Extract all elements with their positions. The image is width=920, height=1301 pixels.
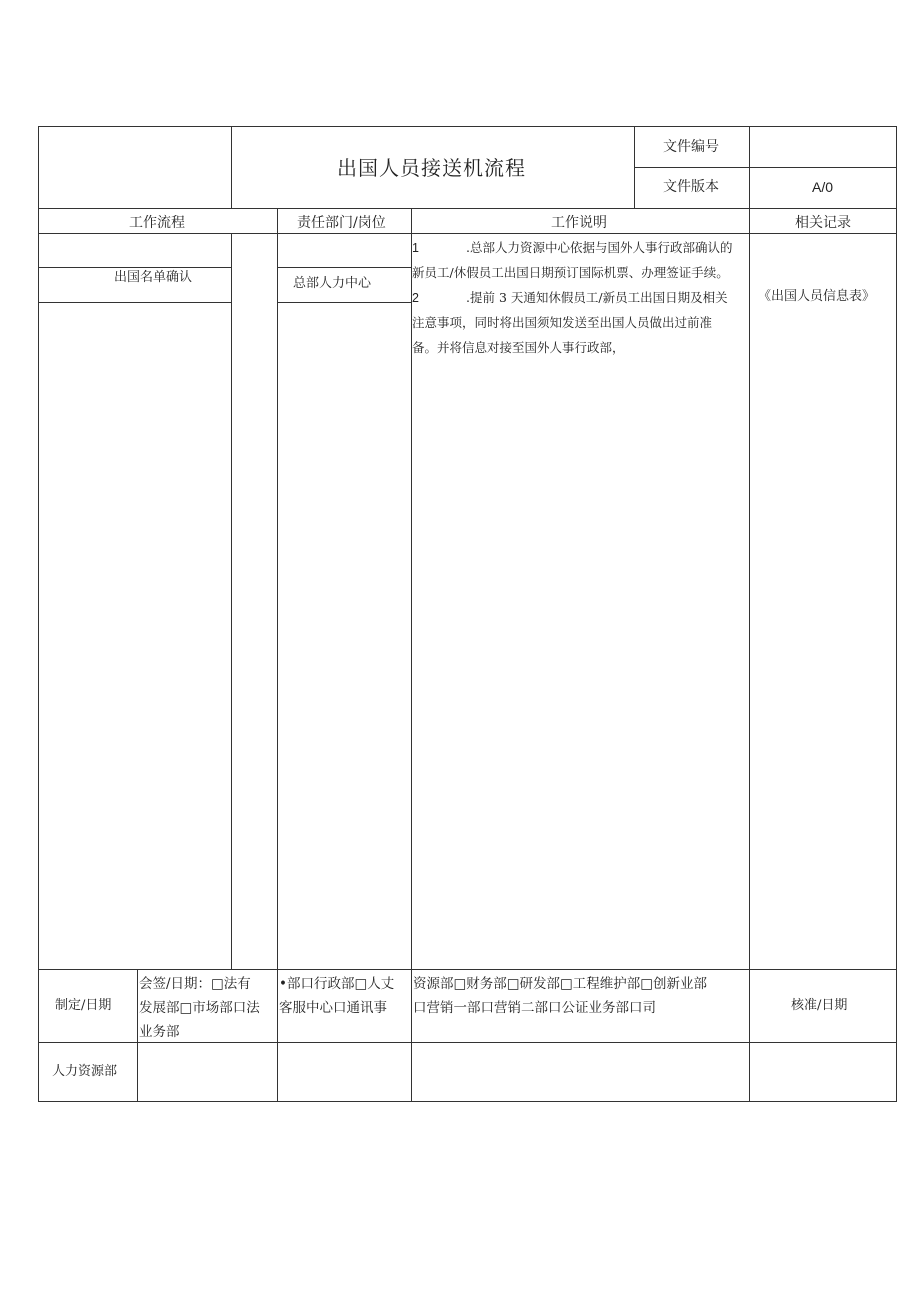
flow-step-label: 出国名单确认	[114, 270, 193, 285]
flow-box-top	[38, 267, 231, 268]
footer-top-line	[38, 969, 897, 970]
flow-box-bottom	[38, 302, 231, 303]
column-header-records: 相关记录	[795, 215, 851, 231]
made-date-label: 制定/日期	[55, 998, 112, 1013]
footer-middle-line	[38, 1042, 897, 1043]
dept-checklist-col3-line-1: •部口行政部□人丈	[279, 976, 395, 992]
doc-number-label: 文件编号	[663, 139, 719, 155]
doc-version-value: A/0	[812, 179, 834, 195]
desc-line-2: 新员工/休假员工出国日期预订国际机票、办理签证手续。	[412, 265, 729, 280]
flow-inner-line	[231, 233, 232, 969]
cosign-line-1: 会签/日期：□法有	[139, 976, 251, 992]
cosign-line-2: 发展部□市场部口法	[139, 1000, 260, 1016]
desc-item-number-2: 2	[412, 291, 419, 305]
table-border-top	[38, 126, 897, 127]
page-title: 出国人员接送机流程	[337, 156, 526, 180]
desc-item-number-1: 1	[412, 241, 419, 255]
desc-line-4: 注意事项，同时将出国须知发送至出国人员做出过前准	[412, 315, 713, 330]
column-header-dept: 责任部门/岗位	[297, 215, 386, 231]
header-label-left-line	[634, 126, 635, 208]
desc-line-3: .提前 3 天通知休假员工/新员工出国日期及相关	[466, 290, 728, 305]
records-column-left-line	[749, 208, 750, 1102]
column-header-flow: 工作流程	[129, 215, 185, 231]
table-border-bottom	[38, 1101, 897, 1102]
hr-department-label: 人力资源部	[52, 1064, 118, 1079]
responsible-dept: 总部人力中心	[293, 276, 372, 291]
column-header-bottom-line	[38, 233, 897, 234]
cosign-line-3: 业务部	[139, 1024, 180, 1040]
related-record: 《出国人员信息表》	[758, 289, 876, 304]
doc-version-label: 文件版本	[663, 179, 719, 195]
footer-col2-left-line	[137, 969, 138, 1102]
footer-col3-left-line	[277, 969, 278, 1102]
dept-box-top	[277, 267, 411, 268]
dept-box-bottom	[277, 302, 411, 303]
dept-column-left-line	[277, 208, 278, 969]
table-border-left	[38, 126, 39, 1102]
desc-line-1: .总部人力资源中心依据与国外人事行政部确认的	[466, 240, 733, 255]
desc-line-5: 备。并将信息对接至国外人事行政部，	[412, 340, 625, 355]
dept-checklist-col4-line-2: 口营销一部口营销二部口公证业务部口司	[413, 1000, 656, 1016]
header-bottom-line	[38, 208, 897, 209]
dept-checklist-col4-line-1: 资源部□财务部□研发部□工程维护部□创新业部	[413, 976, 708, 992]
header-divider-right	[634, 167, 897, 168]
table-border-right	[896, 126, 897, 1102]
column-header-desc: 工作说明	[551, 215, 607, 231]
approve-date-label: 核准/日期	[791, 998, 848, 1013]
header-title-left-line	[231, 126, 232, 208]
header-value-left-line	[749, 126, 750, 208]
dept-checklist-col3-line-2: 客服中心口通讯事	[279, 1000, 387, 1016]
